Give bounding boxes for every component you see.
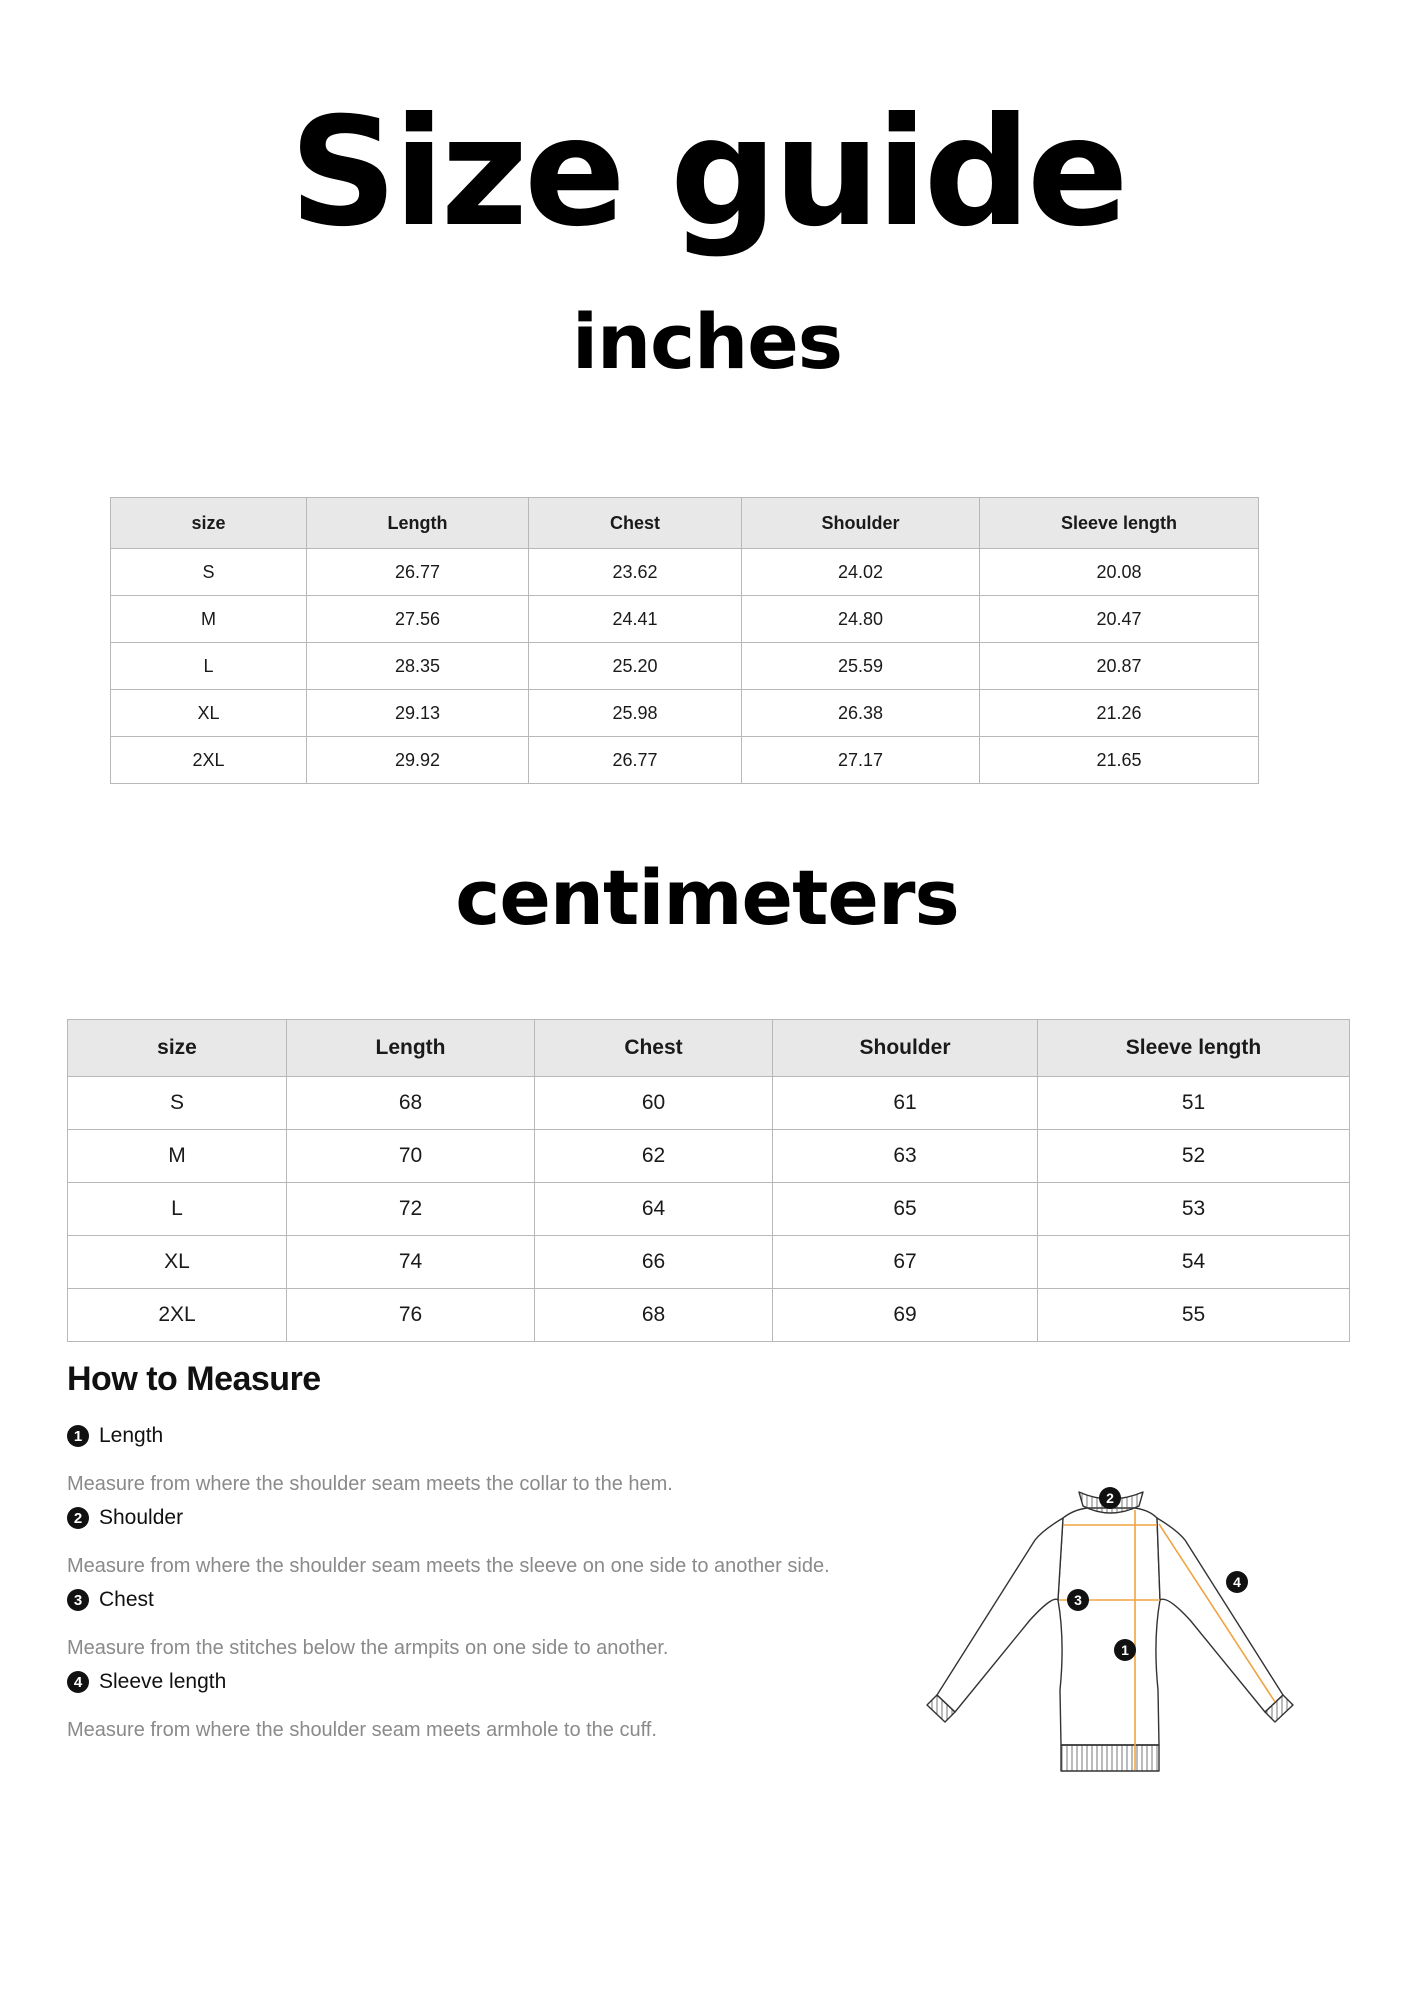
table-cell: S <box>111 549 307 596</box>
table-row <box>111 596 1259 643</box>
table-cell: 26.77 <box>529 737 742 784</box>
svg-text:1: 1 <box>1121 1642 1129 1658</box>
sweater-outline <box>927 1492 1293 1771</box>
marker-badge <box>1067 1589 1089 1611</box>
table-cell: 68 <box>535 1289 773 1342</box>
table-cell: XL <box>111 690 307 737</box>
table-cell: 21.26 <box>980 690 1259 737</box>
table-cell: 27.56 <box>307 596 529 643</box>
table-cell: 70 <box>287 1130 535 1183</box>
table-cell: L <box>111 643 307 690</box>
table-cell: 60 <box>535 1077 773 1130</box>
table-cell: 29.92 <box>307 737 529 784</box>
step-number-badge: 3 <box>67 1589 89 1611</box>
column-header: Chest <box>529 498 742 549</box>
table-cell: 74 <box>287 1236 535 1289</box>
step-label: Length <box>99 1424 164 1447</box>
table-cell: 55 <box>1038 1289 1350 1342</box>
table-cell: 25.59 <box>742 643 980 690</box>
table-row <box>68 1183 1350 1236</box>
table-row <box>111 643 1259 690</box>
table-row <box>111 549 1259 596</box>
marker-badge <box>1114 1639 1136 1661</box>
marker-badge <box>1099 1487 1121 1509</box>
centimeters-size-table <box>67 1019 1350 1342</box>
inches-section-title: inches <box>571 297 843 386</box>
svg-text:4: 4 <box>1233 1574 1241 1590</box>
table-cell: 25.20 <box>529 643 742 690</box>
table-header-row <box>68 1020 1350 1077</box>
step-label: Shoulder <box>99 1506 184 1529</box>
centimeters-section-title: centimeters <box>455 853 959 942</box>
table-row <box>68 1077 1350 1130</box>
table-cell: L <box>68 1183 287 1236</box>
how-to-measure-title: How to Measure <box>67 1360 321 1398</box>
table-cell: 53 <box>1038 1183 1350 1236</box>
table-cell: 27.17 <box>742 737 980 784</box>
table-cell: 63 <box>773 1130 1038 1183</box>
column-header: Sleeve length <box>980 498 1259 549</box>
table-cell: 68 <box>287 1077 535 1130</box>
table-row <box>68 1236 1350 1289</box>
measure-step-length <box>67 1421 673 1496</box>
column-header: Sleeve length <box>1038 1020 1350 1077</box>
table-row <box>68 1130 1350 1183</box>
inches-size-table <box>110 497 1259 784</box>
table-cell: 69 <box>773 1289 1038 1342</box>
table-cell: 62 <box>535 1130 773 1183</box>
measure-step-chest <box>67 1585 668 1660</box>
table-cell: 24.02 <box>742 549 980 596</box>
step-number-badge: 2 <box>67 1507 89 1529</box>
step-description: Measure from the stitches below the armpits on one side to another. <box>67 1637 669 1659</box>
measure-step-sleeve-length <box>67 1667 657 1742</box>
step-number-badge: 1 <box>67 1425 89 1447</box>
table-cell: M <box>68 1130 287 1183</box>
table-cell: 67 <box>773 1236 1038 1289</box>
column-header: Length <box>307 498 529 549</box>
table-cell: 76 <box>287 1289 535 1342</box>
step-description: Measure from where the shoulder seam meets the sleeve on one side to another side. <box>67 1555 830 1577</box>
table-cell: 26.77 <box>307 549 529 596</box>
step-label: Chest <box>99 1588 154 1611</box>
table-cell: 2XL <box>68 1289 287 1342</box>
table-cell: 54 <box>1038 1236 1350 1289</box>
table-cell: 29.13 <box>307 690 529 737</box>
table-cell: 26.38 <box>742 690 980 737</box>
table-cell: XL <box>68 1236 287 1289</box>
table-header-row <box>111 498 1259 549</box>
table-cell: 20.47 <box>980 596 1259 643</box>
table-row <box>111 737 1259 784</box>
table-cell: 20.08 <box>980 549 1259 596</box>
table-row <box>68 1289 1350 1342</box>
column-header: Shoulder <box>742 498 980 549</box>
table-cell: 24.41 <box>529 596 742 643</box>
marker-badge <box>1226 1571 1248 1593</box>
table-cell: 2XL <box>111 737 307 784</box>
table-cell: 51 <box>1038 1077 1350 1130</box>
table-cell: 66 <box>535 1236 773 1289</box>
table-cell: 24.80 <box>742 596 980 643</box>
table-cell: 20.87 <box>980 643 1259 690</box>
table-cell: 65 <box>773 1183 1038 1236</box>
step-description: Measure from where the shoulder seam meets the collar to the hem. <box>67 1473 673 1495</box>
table-cell: 61 <box>773 1077 1038 1130</box>
table-cell: 28.35 <box>307 643 529 690</box>
column-header: Shoulder <box>773 1020 1038 1077</box>
svg-text:3: 3 <box>1074 1592 1082 1608</box>
table-cell: 21.65 <box>980 737 1259 784</box>
measure-step-shoulder <box>67 1503 830 1578</box>
column-header: Chest <box>535 1020 773 1077</box>
table-cell: M <box>111 596 307 643</box>
step-label: Sleeve length <box>99 1670 227 1693</box>
step-description: Measure from where the shoulder seam meets armhole to the cuff. <box>67 1719 657 1741</box>
table-cell: 25.98 <box>529 690 742 737</box>
step-number-badge: 4 <box>67 1671 89 1693</box>
sleeve-line <box>1159 1524 1275 1702</box>
table-row <box>111 690 1259 737</box>
column-header: size <box>111 498 307 549</box>
svg-text:2: 2 <box>1106 1490 1114 1506</box>
table-cell: 23.62 <box>529 549 742 596</box>
table-cell: 52 <box>1038 1130 1350 1183</box>
column-header: Length <box>287 1020 535 1077</box>
column-header: size <box>68 1020 287 1077</box>
table-cell: 72 <box>287 1183 535 1236</box>
table-cell: S <box>68 1077 287 1130</box>
sweater-measurement-diagram <box>925 1480 1355 1790</box>
table-cell: 64 <box>535 1183 773 1236</box>
page-title: Size guide <box>289 86 1125 260</box>
